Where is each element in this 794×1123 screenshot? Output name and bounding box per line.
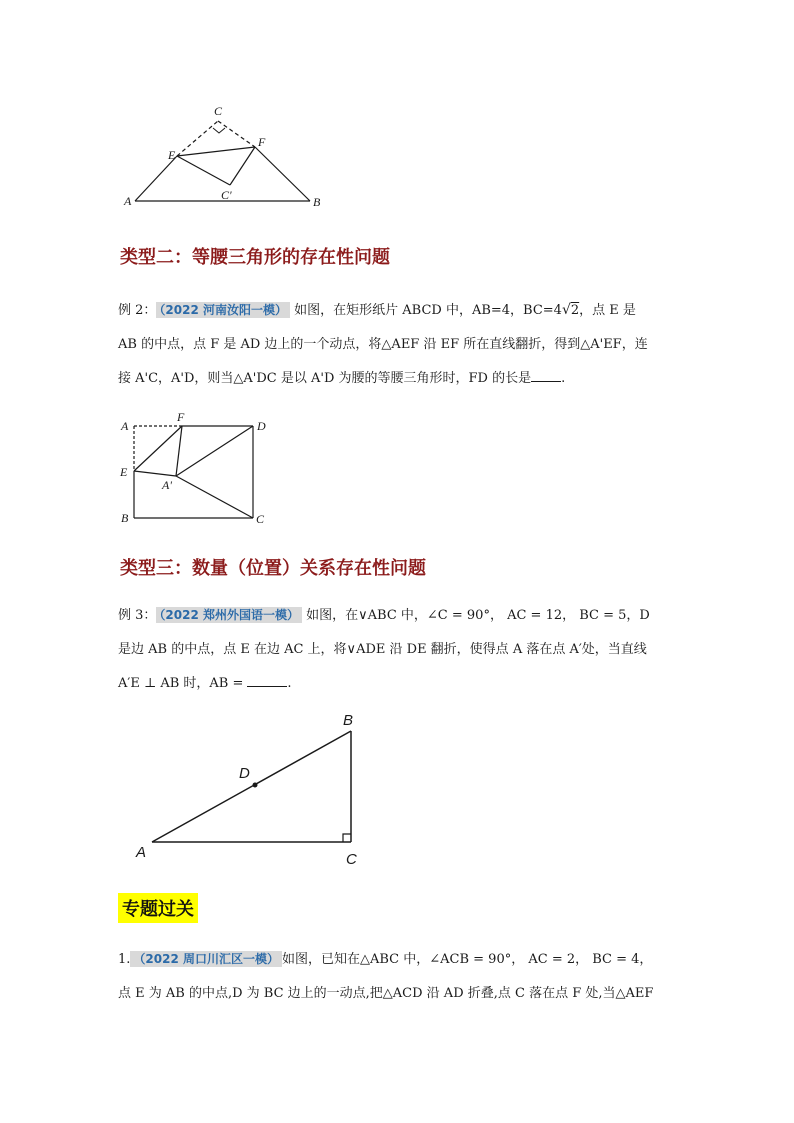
label-C-prime: C': [221, 188, 232, 202]
example-2-text: [118, 293, 688, 396]
special-topic-label: 专题过关: [118, 893, 198, 923]
example-2-source-tag: （2022 河南汝阳一模）: [156, 302, 290, 318]
label-E: E: [168, 148, 176, 162]
example-3-line-2: 是边 AB 的中点，点 E 在边 AC 上，将∨ADE 沿 DE 翻折，使得点 A 落在点 A′处，当直线: [118, 642, 647, 657]
problem-1-line-1: 1. （2022 周口川汇区一模） 如图，已知在△ABC 中，∠ACB = 90°， AC = 2， BC = 4，: [118, 952, 653, 967]
example-2-line-3: 接 A'C，A'D，则当△A'DC 是以 A'D 为腰的等腰三角形时，FD 的长是 .: [118, 362, 688, 396]
section-3-heading: 类型三：数量（位置）关系存在性问题: [120, 558, 426, 579]
answer-blank[interactable]: [531, 367, 561, 382]
label-D: D: [239, 765, 250, 782]
label-F: F: [258, 135, 266, 149]
problem-1-source-tag: （2022 周口川汇区一模）: [130, 951, 282, 967]
label-C: C: [346, 851, 357, 868]
label-A: A: [121, 419, 129, 433]
label-A: A: [136, 844, 147, 861]
label-E: E: [120, 465, 128, 479]
label-B: B: [121, 511, 129, 525]
figure-1-diagram: [118, 100, 338, 212]
example-2-line-1: 例 2： （2022 河南汝阳一模） 如图，在矩形纸片 ABCD 中，AB=4，BC=4√2，点 E 是: [118, 302, 636, 318]
problem-1-line-2: 点 E 为 AB 的中点,D 为 BC 边上的一动点,把△ACD 沿 AD 折叠,点 C 落在点 F 处,当△AEF: [118, 986, 654, 1001]
example-3-line-3: A′E ⊥ AB 时，AB = .: [118, 667, 688, 701]
example-3-line-1: 例 3： （2022 郑州外国语一模） 如图，在∨ABC 中，∠C = 90°， AC = 12， BC = 5，D: [118, 608, 650, 623]
label-B: B: [313, 195, 321, 209]
figure-2-diagram: [112, 408, 282, 530]
answer-blank[interactable]: [247, 672, 287, 687]
label-C: C: [256, 512, 265, 526]
label-C: C: [214, 104, 223, 118]
example-3-text: [118, 598, 688, 701]
label-A: A: [124, 194, 132, 208]
label-D: D: [257, 419, 266, 433]
example-3-source-tag: （2022 郑州外国语一模）: [156, 607, 302, 623]
problem-1-text: [118, 942, 688, 1011]
label-B: B: [343, 712, 354, 729]
label-A-prime: A': [162, 478, 172, 492]
section-2-heading: 类型二：等腰三角形的存在性问题: [120, 247, 390, 268]
figure-3-diagram: [132, 705, 372, 875]
example-2-line-2: AB 的中点，点 F 是 AD 边上的一个动点，将△AEF 沿 EF 所在直线翻折，得到△A'EF，连: [118, 337, 648, 352]
label-F: F: [177, 410, 185, 424]
